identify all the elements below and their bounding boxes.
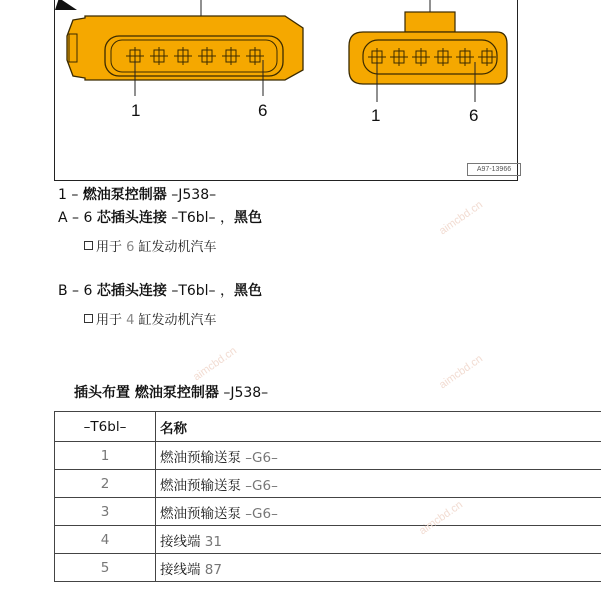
connector-figure xyxy=(54,0,518,181)
pin-description xyxy=(156,442,601,470)
header-pin: –T6bl– xyxy=(55,412,156,442)
table-title-bold: 插头布置 燃油泵控制器 xyxy=(74,385,219,401)
legend-code: –T6bl– ， xyxy=(166,283,235,299)
checkbox-bullet-icon xyxy=(84,314,93,323)
legend-name: 燃油泵控制器 xyxy=(82,187,167,203)
pin-ref: 87 xyxy=(200,561,222,578)
legend-prefix: 1 – xyxy=(58,187,83,203)
table-title-code: –J538– xyxy=(218,385,269,401)
connector-a-drawing xyxy=(67,0,303,96)
pin-ref: –G6– xyxy=(241,477,278,494)
pin-description xyxy=(156,498,601,526)
legend-code: –T6bl– ， xyxy=(166,210,234,226)
pin-description xyxy=(156,554,601,582)
table-header-row xyxy=(55,412,601,442)
pin-name: 燃油预输送泵 xyxy=(160,505,241,522)
table-row xyxy=(55,498,601,526)
pin-number: 5 xyxy=(55,554,156,582)
note-number: 6 xyxy=(126,240,135,255)
legend-name: 芯插头连接 xyxy=(96,283,167,299)
note-number: 4 xyxy=(126,313,135,328)
table-row xyxy=(55,442,601,470)
pin-name: 接线端 xyxy=(160,561,201,578)
note-text: 用于 xyxy=(96,313,127,328)
legend-prefix: B – 6 xyxy=(58,283,97,299)
legend-color: 黑色 xyxy=(233,210,262,226)
view-direction-arrow-icon xyxy=(55,0,79,12)
pin-ref: 31 xyxy=(200,533,222,550)
pin-number: 3 xyxy=(55,498,156,526)
legend-prefix: A – 6 xyxy=(58,210,97,226)
legend-note-b xyxy=(84,309,217,328)
pin-description xyxy=(156,526,601,554)
table-title xyxy=(74,382,268,402)
pin-assignment-table xyxy=(54,411,601,582)
figure-reference: A97-13966 xyxy=(467,163,521,176)
table-row xyxy=(55,554,601,582)
pin-number: 2 xyxy=(55,470,156,498)
pin-ref: –G6– xyxy=(241,505,278,522)
note-text: 用于 xyxy=(96,240,127,255)
checkbox-bullet-icon xyxy=(84,241,93,250)
legend-name: 芯插头连接 xyxy=(96,210,167,226)
legend-item-a xyxy=(58,209,262,227)
legend-color: 黑色 xyxy=(234,283,263,299)
pin-ref: –G6– xyxy=(241,449,278,466)
connector-drawing xyxy=(55,0,519,181)
note-text: 缸发动机汽车 xyxy=(134,240,217,255)
pin-number: 4 xyxy=(55,526,156,554)
legend-item-1 xyxy=(58,186,216,204)
pin-name: 接线端 xyxy=(160,533,201,550)
watermark: aimcbd.cn xyxy=(417,498,466,538)
legend-item-b xyxy=(58,282,262,300)
watermark: aimcbd.cn xyxy=(437,198,486,238)
pin-description xyxy=(156,470,601,498)
connector-a-pin1-label: 1 xyxy=(131,101,141,120)
table-row xyxy=(55,526,601,554)
header-name: 名称 xyxy=(156,412,601,442)
pin-name: 燃油预输送泵 xyxy=(160,477,241,494)
pin-name: 燃油预输送泵 xyxy=(160,449,241,466)
connector-a-pin6-label: 6 xyxy=(258,101,268,120)
note-text: 缸发动机汽车 xyxy=(134,313,217,328)
connector-b-pin1-label: 1 xyxy=(371,106,381,125)
connector-b-drawing xyxy=(349,0,507,102)
legend-note-a xyxy=(84,236,217,255)
table-row xyxy=(55,470,601,498)
watermark: aimcbd.cn xyxy=(437,352,486,392)
legend-code: –J538– xyxy=(166,187,217,203)
connector-b-pin6-label: 6 xyxy=(469,106,479,125)
pin-number: 1 xyxy=(55,442,156,470)
watermark: aimcbd.cn xyxy=(191,344,240,384)
